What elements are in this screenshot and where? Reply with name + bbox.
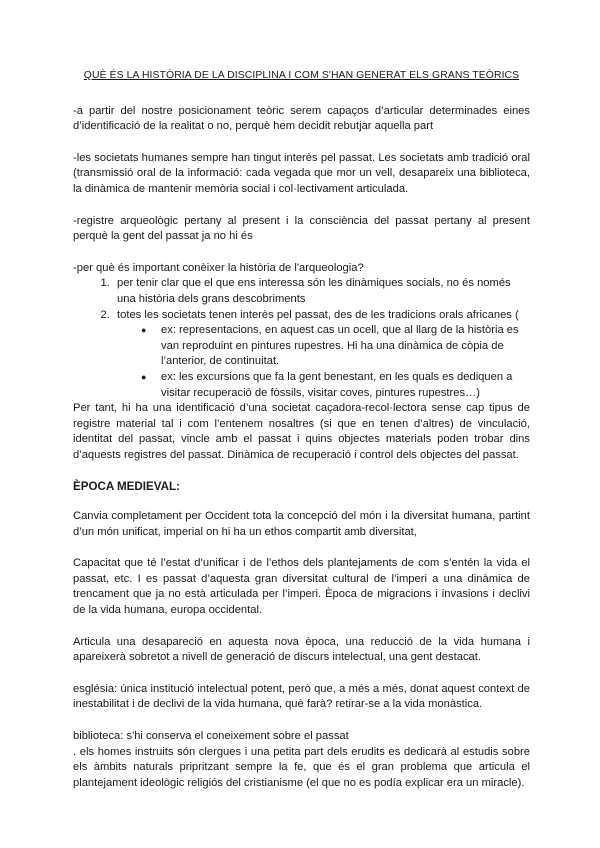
list-item-text: totes les societats tenen interès pel passat, des de les tradicions orals africanes (: [117, 308, 519, 321]
paragraph: . els homes instruits són clergues i una petita part dels erudits es dedicarà al estudis sobre els àmbits naturals pripritzant sempre la fe, que és el gran problema que articula el plantejament ideològic religiós del cristianisme (el que no es podía explicar era un miracle).: [73, 745, 530, 789]
paragraph: biblioteca: s'hi conserva el coneixement sobre el passat: [73, 730, 349, 742]
bullet-text: ex: les excursions que fa la gent benestant, en les quals es dediquen a visitar recuperació de fòssils, visitar coves, pintures rupestres…): [161, 370, 513, 399]
paragraph: -les societats humanes sempre han tingut interès pel passat. Les societats amb tradició oral (transmissió oral de la informació: cada vegada que mor un vell, desapareix una biblioteca, la dinàmica de mantenir memòria social i col·lectivament articulada.: [73, 151, 530, 195]
paragraph: església: única institució intelectual potent, però que, a més a més, donat aquest context de inestabilitat i de declivi de la vida humana, què farà? retirar-se a la vida monàstica.: [73, 682, 530, 711]
paragraph: Articula una desapareció en aquesta nova època, una reducció de la vida humana i apareixerà sobretot a nivell de generació de discurs intelectual, una gent destacat.: [73, 635, 530, 664]
bullet-item: [141, 370, 530, 401]
bullet-icon: ●: [141, 371, 147, 382]
bullet-list: [117, 323, 530, 401]
paragraph: -registre arqueològic pertany al present i la consciència del passat pertany al present perquè la gent del passat ja no hi és: [73, 214, 530, 243]
paragraph: -a partir del nostre posicionament teòric serem capaços d’articular determinades eines d’identificació de la realitat o no, perquè hem decidit rebutjar aquella part: [73, 104, 530, 133]
section-heading: ÈPOCA MEDIEVAL:: [73, 480, 180, 494]
bullet-item: [141, 323, 530, 370]
paragraph: -per què és important conèixer la història de l'arqueologia?: [73, 261, 364, 274]
bullet-text: ex: representacions, en aquest cas un ocell, que al llarg de la història es van reproduint en pintures rupestres. Hi ha una dinàmica de còpia de l’anterior, de continuitat.: [161, 324, 519, 368]
paragraph: Canvia completament per Occident tota la concepció del món i la diversitat humana, partint d’un món unificat, imperial on hi ha un ethos compartit amb diversitat,: [73, 510, 530, 538]
paragraph: Per tant, hi ha una identificació d’una societat caçadora-recol·lectora sense cap tipus de registre material tal i com l’entenem nosaltres (si que en tenen d’altres) de vinculació, identitat del passat, vincle amb el passat i quins objectes materials poden trobar dins d’aquests registres del passat. Dinàmica de recuperació i control dels objectes del passat.: [73, 402, 530, 461]
page-title: QUÈ ÉS LA HISTÒRIA DE LA DISCIPLINA I COM S'HAN GENERAT ELS GRANS TEÒRICS: [83, 70, 520, 81]
numbered-list: [73, 276, 530, 401]
list-item: 1. per tenir clar que el que ens interessa són les dinàmiques socials, no és només una història dels grans descobriments: [113, 276, 530, 307]
list-item: [113, 308, 530, 402]
bullet-icon: ●: [141, 325, 147, 336]
paragraph: Capacitat que té l’estat d’unificar i de l’ethos dels plantejaments de com s’entén la vida el passat, etc. I es passat d’aquesta gran diversitat cultural de l’imperi a una dinàmica de trencament que ja no està articulada per l’imperi. Època de migracions i invasions i declivi de la vida humana, europa occidental.: [73, 557, 530, 617]
